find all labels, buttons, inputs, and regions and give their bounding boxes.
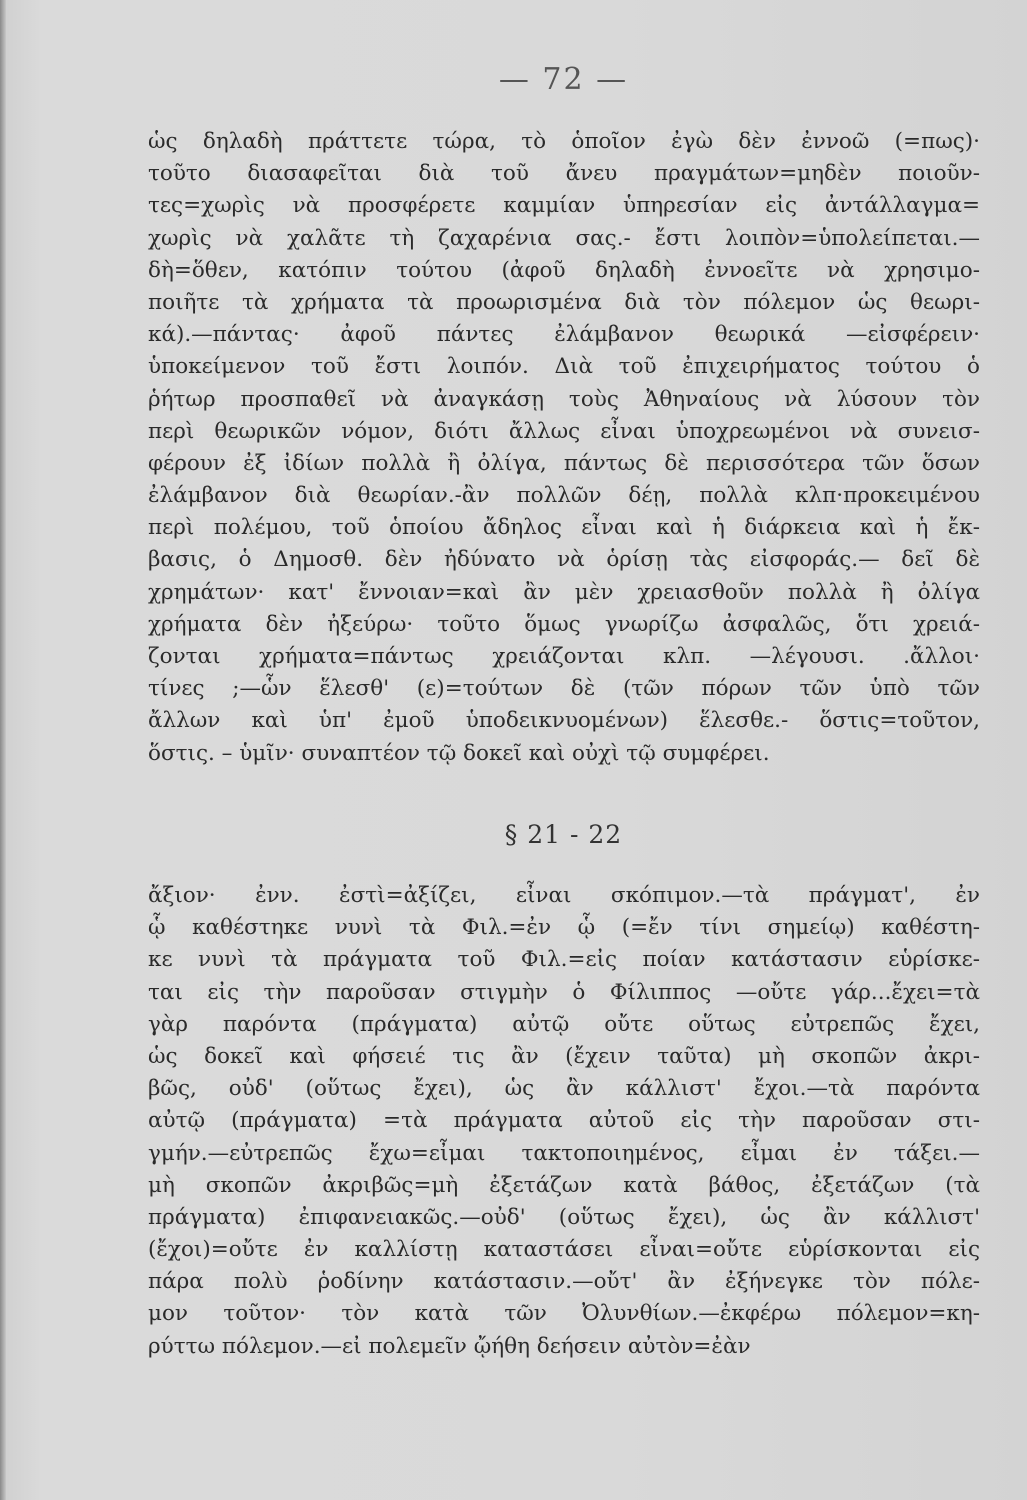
page-number: — 72 — bbox=[498, 62, 629, 97]
text-line: ἄλλων καὶ ὑπ' ἐμοῦ ὑποδεικνυομένων) ἕλεσθε.- ὅστις=τοῦτον, bbox=[148, 708, 980, 734]
text-line: ρύττω πόλεμον.—εἰ πολεμεῖν ᾤήθη δεήσειν αὐτὸν=ἐὰν bbox=[148, 1333, 751, 1359]
text-line: ἐλάμβανον διὰ θεωρίαν.-ἂν πολλῶν δέῃ, πολλὰ κλπ·προκειμένου bbox=[148, 483, 980, 509]
text-line: ὅστις. – ὑμῖν· συναπτέον τῷ δοκεῖ καὶ οὐχὶ τῷ συμφέρει. bbox=[148, 740, 770, 766]
text-line: βασις, ὁ Δημοσθ. δὲν ἠδύνατο νὰ ὁρίσῃ τὰς εἰσφοράς.— δεῖ δὲ bbox=[148, 547, 980, 573]
text-line: αὐτῷ (πράγματα) =τὰ πράγματα αὐτοῦ εἰς τὴν παροῦσαν στι- bbox=[148, 1108, 980, 1134]
text-line: γμήν.—εὐτρεπῶς ἔχω=εἶμαι τακτοποιημένος, εἶμαι ἐν τάξει.— bbox=[148, 1140, 980, 1166]
text-line: χρήματα δὲν ἠξεύρω· τοῦτο ὅμως γνωρίζω ἀσφαλῶς, ὅτι χρειά- bbox=[148, 611, 980, 637]
page-edge bbox=[0, 0, 6, 1500]
text-line: ζονται χρήματα=πάντως χρειάζονται κλπ. —λέγουσι. .ἄλλοι· bbox=[148, 644, 980, 669]
commentary-block-2 bbox=[148, 880, 980, 1363]
text-line: περὶ πολέμου, τοῦ ὁποίου ἄδηλος εἶναι καὶ ἡ διάρκεια καὶ ἡ ἔκ- bbox=[148, 515, 980, 541]
text-line: τοῦτο διασαφεῖται διὰ τοῦ ἄνευ πραγμάτων=μηδὲν ποιοῦν- bbox=[148, 161, 980, 187]
text-line: πάρα πολὺ ῥοδίνην κατάστασιν.—οὔτ' ἂν ἐξήνεγκε τὸν πόλε- bbox=[148, 1269, 980, 1295]
text-line: ὡς δηλαδὴ πράττετε τώρα, τὸ ὁποῖον ἐγὼ δὲν ἐννοῶ (=πως)· bbox=[148, 129, 980, 154]
text-line: ὡς δοκεῖ καὶ φήσειέ τις ἂν (ἔχειν ταῦτα) μὴ σκοπῶν ἀκρι- bbox=[148, 1043, 980, 1069]
text-line: τες=χωρὶς νὰ προσφέρετε καμμίαν ὑπηρεσίαν εἰς ἀντάλλαγμα= bbox=[148, 193, 980, 219]
text-line: πράγματα) ἐπιφανειακῶς.—οὐδ' (οὕτως ἔχει), ὡς ἂν κάλλιστ' bbox=[148, 1204, 980, 1230]
text-line: κε νυνὶ τὰ πράγματα τοῦ Φιλ.=εἰς ποίαν κατάστασιν εὑρίσκε- bbox=[148, 947, 980, 973]
text-line: ὑποκείμενον τοῦ ἔστι λοιπόν. Διὰ τοῦ ἐπιχειρήματος τούτου ὁ bbox=[148, 354, 980, 380]
text-line: χωρὶς νὰ χαλᾶτε τὴ ζαχαρένια σας.- ἔστι λοιπὸν=ὑπολείπεται.— bbox=[148, 225, 980, 251]
text-line: φέρουν ἐξ ἰδίων πολλὰ ἢ ὀλίγα, πάντως δὲ περισσότερα τῶν ὅσων bbox=[148, 450, 980, 476]
commentary-block-1 bbox=[148, 126, 980, 770]
text-line: ποιῆτε τὰ χρήματα τὰ προωρισμένα διὰ τὸν πόλεμον ὡς θεωρι- bbox=[148, 289, 980, 315]
text-line: κά).—πάντας· ἀφοῦ πάντες ἐλάμβανον θεωρικά —εἰσφέρειν· bbox=[148, 322, 980, 348]
text-line: γὰρ παρόντα (πράγματα) αὐτῷ οὔτε οὕτως εὐτρεπῶς ἔχει, bbox=[148, 1011, 980, 1037]
text-line: χρημάτων· κατ' ἔννοιαν=καὶ ἂν μὲν χρειασθοῦν πολλὰ ἢ ὀλίγα bbox=[148, 579, 980, 605]
text-line: μον τοῦτον· τὸν κατὰ τῶν Ὀλυνθίων.—ἐκφέρω πόλεμον=κη- bbox=[148, 1301, 980, 1327]
text-line: ἄξιον· ἐνν. ἐστὶ=ἀξίζει, εἶναι σκόπιμον.—τὰ πράγματ', ἐν bbox=[148, 883, 980, 908]
text-line: (ἔχοι)=οὔτε ἐν καλλίστῃ καταστάσει εἶναι=οὔτε εὑρίσκονται εἰς bbox=[148, 1237, 980, 1263]
text-line: περὶ θεωρικῶν νόμον, διότι ἄλλως εἶναι ὑποχρεωμένοι νὰ συνεισ- bbox=[148, 418, 980, 444]
text-line: ᾧ καθέστηκε νυνὶ τὰ Φιλ.=ἐν ᾧ (=ἔν τίνι σημείῳ) καθέστη- bbox=[148, 915, 980, 941]
section-heading: § 21 - 22 bbox=[504, 820, 623, 849]
text-line: βῶς, οὐδ' (οὕτως ἔχει), ὡς ἂν κάλλιστ' ἔχοι.—τὰ παρόντα bbox=[148, 1076, 980, 1102]
text-line: τίνες ;—ὧν ἕλεσθ' (ε)=τούτων δὲ (τῶν πόρων τῶν ὑπὸ τῶν bbox=[148, 676, 980, 702]
text-line: ῥήτωρ προσπαθεῖ νὰ ἀναγκάσῃ τοὺς Ἀθηναίους νὰ λύσουν τὸν bbox=[148, 386, 980, 412]
text-line: μὴ σκοπῶν ἀκριβῶς=μὴ ἐξετάζων κατὰ βάθος, ἐξετάζων (τὰ bbox=[148, 1172, 980, 1198]
text-line: ται εἰς τὴν παροῦσαν στιγμὴν ὁ Φίλιππος —οὔτε γάρ...ἔχει=τὰ bbox=[148, 979, 980, 1005]
text-line: δὴ=ὅθεν, κατόπιν τούτου (ἀφοῦ δηλαδὴ ἐννοεῖτε νὰ χρησιμο- bbox=[148, 257, 980, 283]
